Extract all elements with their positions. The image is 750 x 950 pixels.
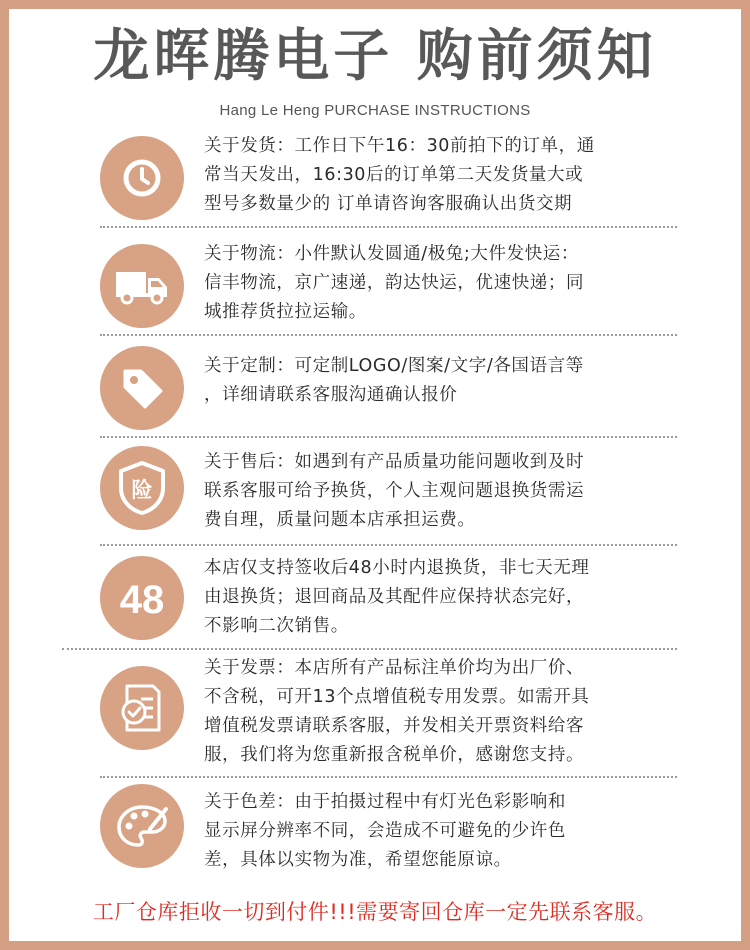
divider <box>100 226 677 228</box>
text-line: 显示屏分辨率不同，会造成不可避免的少许色 <box>204 821 566 841</box>
section-returns <box>100 556 680 640</box>
section-color-difference-text <box>204 788 664 875</box>
text-line: 本店仅支持签收后48小时内退换货，非七天无理 <box>204 558 590 578</box>
text-line: 关于发票：本店所有产品标注单价均为出厂价、 <box>204 658 585 678</box>
text-line: ，详细请联系客服沟通确认报价 <box>204 385 458 405</box>
section-customization <box>100 346 680 430</box>
text-line: 不含税，可开13个点增值税专用发票。如需开具 <box>204 687 590 707</box>
section-color-difference <box>100 784 680 868</box>
section-returns-text <box>204 554 664 641</box>
text-line: 联系客服可给予换货，个人主观问题退换货需运 <box>204 481 585 501</box>
text-line: 城推荐货拉拉运输。 <box>204 302 367 322</box>
section-after-sales <box>100 446 680 530</box>
text-line: 关于色差：由于拍摄过程中有灯光色彩影响和 <box>204 792 566 812</box>
divider <box>100 436 677 438</box>
48-hours-icon <box>100 556 184 640</box>
text-line: 关于物流：小件默认发圆通/极兔;大件发快运： <box>204 244 579 264</box>
text-line: 常当天发出，16:30后的订单第二天发货量大或 <box>204 165 584 185</box>
section-invoice <box>100 658 680 765</box>
section-after-sales-text <box>204 448 664 535</box>
divider <box>100 334 677 336</box>
section-invoice-text <box>204 654 664 770</box>
text-line: 不影响二次销售。 <box>204 616 349 636</box>
svg-text:险: 险 <box>131 478 153 502</box>
page-title: 龙晖腾电子 购前须知 <box>93 24 657 89</box>
truck-icon <box>100 244 184 328</box>
text-line: 由退换货；退回商品及其配件应保持状态完好， <box>204 587 585 607</box>
price-tag-icon <box>100 346 184 430</box>
section-shipping <box>100 136 680 220</box>
color-palette-icon <box>100 784 184 868</box>
text-line: 关于发货：工作日下午16：30前拍下的订单，通 <box>204 136 595 156</box>
page-subtitle: Hang Le Heng PURCHASE INSTRUCTIONS <box>219 102 531 119</box>
insurance-shield-icon <box>100 446 184 530</box>
text-line: 信丰物流，京广速递，韵达快运，优速快递；同 <box>204 273 585 293</box>
text-line: 型号多数量少的 订单请咨询客服确认出货交期 <box>204 194 573 214</box>
svg-text:48: 48 <box>119 578 165 622</box>
warning-notice: 工厂仓库拒收一切到付件!!!需要寄回仓库一定先联系客服。 <box>92 900 658 924</box>
divider <box>100 776 677 778</box>
section-customization-text <box>204 352 664 410</box>
text-line: 关于定制：可定制LOGO/图案/文字/各国语言等 <box>204 356 584 376</box>
divider <box>100 544 677 546</box>
clock-icon <box>100 136 184 220</box>
text-line: 差，具体以实物为准，希望您能原谅。 <box>204 850 512 870</box>
text-line: 服，我们将为您重新报含税单价，感谢您支持。 <box>204 745 585 765</box>
divider <box>62 648 677 650</box>
invoice-document-icon <box>100 666 184 750</box>
section-logistics-text <box>204 240 664 327</box>
text-line: 增值税发票请联系客服，并发相关开票资料给客 <box>204 716 585 736</box>
section-logistics <box>100 244 680 328</box>
section-shipping-text <box>204 132 664 219</box>
text-line: 关于售后：如遇到有产品质量功能问题收到及时 <box>204 452 585 472</box>
text-line: 费自理，质量问题本店承担运费。 <box>204 510 476 530</box>
